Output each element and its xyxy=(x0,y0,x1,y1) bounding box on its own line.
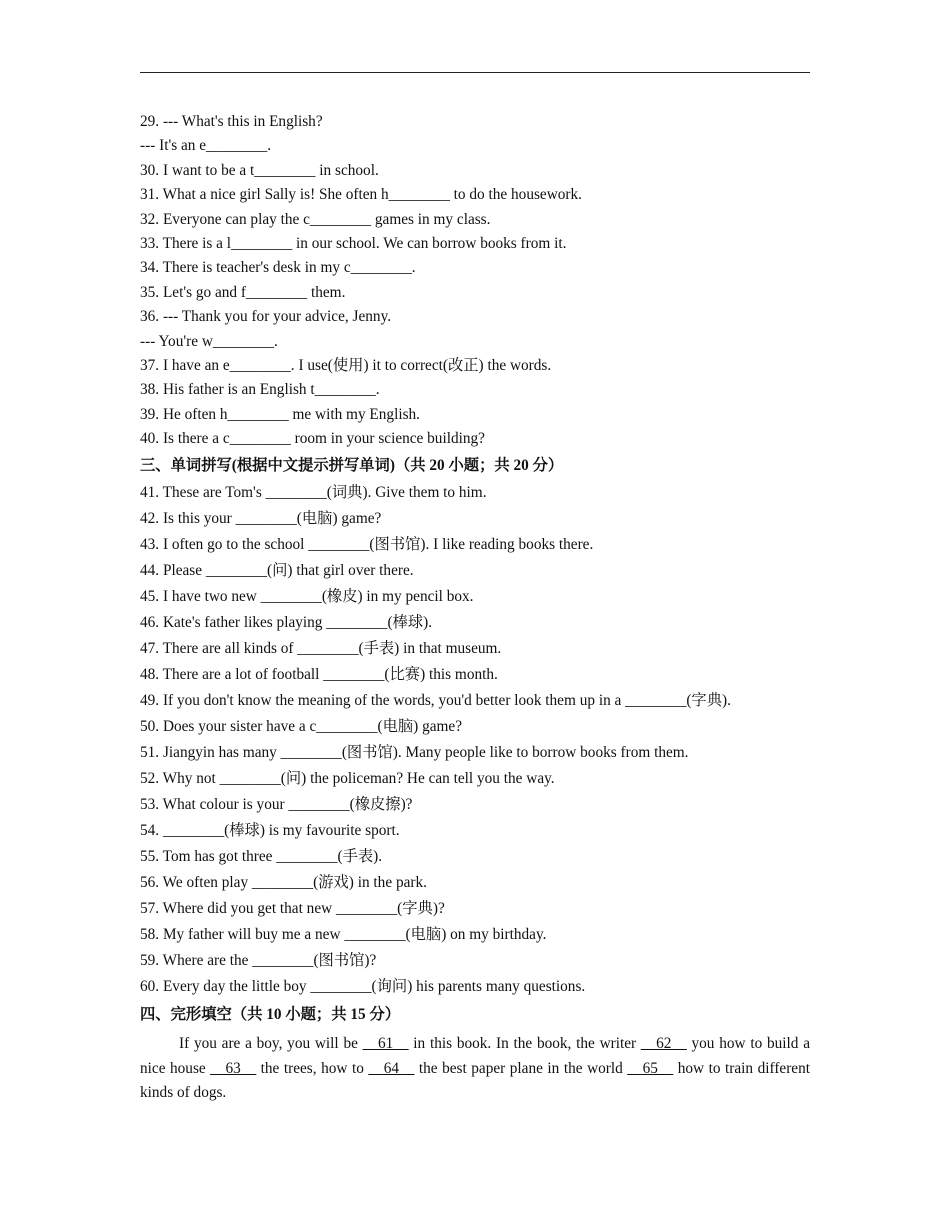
question-36-answer: --- You're w________. xyxy=(140,332,278,350)
question-38: 38. His father is an English t________. xyxy=(140,381,380,399)
question-51: 51. Jiangyin has many ________(图书馆). Many people like to borrow books from them. xyxy=(140,744,689,762)
question-31: 31. What a nice girl Sally is! She often h________ to do the housework. xyxy=(140,186,582,204)
question-47: 47. There are all kinds of ________(手表) in that museum. xyxy=(140,640,502,658)
passage-text-1: If you are a boy, you will be xyxy=(179,1035,363,1053)
header-rule xyxy=(140,72,810,73)
question-36: 36. --- Thank you for your advice, Jenny. xyxy=(140,308,392,326)
question-52: 52. Why not ________(问) the policeman? He can tell you the way. xyxy=(140,770,555,788)
section4-heading: 四、完形填空（共 10 小题；共 15 分） xyxy=(140,1006,401,1024)
passage-text-3: you how to build a nice house xyxy=(140,1035,810,1077)
blank-65: __65__ xyxy=(627,1059,674,1077)
question-55: 55. Tom has got three ________(手表). xyxy=(140,848,383,866)
question-60: 60. Every day the little boy ________(询问) his parents many questions. xyxy=(140,978,586,996)
question-34: 34. There is teacher's desk in my c________. xyxy=(140,259,416,277)
question-29: 29. --- What's this in English? xyxy=(140,113,323,130)
passage-text-2: in this book. In the book, the writer xyxy=(408,1035,641,1053)
question-53: 53. What colour is your ________(橡皮擦)? xyxy=(140,796,413,814)
blank-63: __63__ xyxy=(210,1059,257,1077)
question-42: 42. Is this your ________(电脑) game? xyxy=(140,510,382,528)
question-37: 37. I have an e________. I use(使用) it to correct(改正) the words. xyxy=(140,356,552,374)
exam-page xyxy=(140,110,810,1106)
passage-text-5: the best paper plane in the world xyxy=(414,1059,628,1077)
question-41: 41. These are Tom's ________(词典). Give them to him. xyxy=(140,484,487,502)
question-45: 45. I have two new ________(橡皮) in my pencil box. xyxy=(140,588,474,606)
question-29-answer: --- It's an e________. xyxy=(140,137,272,155)
question-33: 33. There is a l________ in our school. We can borrow books from it. xyxy=(140,234,567,252)
blank-64: __64__ xyxy=(368,1059,415,1077)
cloze-passage xyxy=(140,1032,810,1106)
question-44: 44. Please ________(问) that girl over there. xyxy=(140,562,414,580)
question-43: 43. I often go to the school ________(图书馆). I like reading books there. xyxy=(140,536,594,554)
question-32: 32. Everyone can play the c________ games in my class. xyxy=(140,210,491,228)
question-59: 59. Where are the ________(图书馆)? xyxy=(140,952,377,970)
section3-heading: 三、单词拼写(根据中文提示拼写单词)（共 20 小题；共 20 分） xyxy=(140,457,564,475)
section2-items xyxy=(140,110,810,451)
question-58: 58. My father will buy me a new ________(电脑) on my birthday. xyxy=(140,926,547,944)
blank-61: __61__ xyxy=(362,1035,409,1053)
question-56: 56. We often play ________(游戏) in the park. xyxy=(140,874,427,892)
question-35: 35. Let's go and f________ them. xyxy=(140,283,346,301)
question-48: 48. There are a lot of football ________(比赛) this month. xyxy=(140,666,498,684)
question-54: 54. ________(棒球) is my favourite sport. xyxy=(140,822,400,840)
blank-62: __62__ xyxy=(640,1035,687,1053)
passage-text-6: how to train different kinds of dogs. xyxy=(140,1059,810,1102)
question-40: 40. Is there a c________ room in your science building? xyxy=(140,430,485,448)
section3-items xyxy=(140,480,810,1000)
question-57: 57. Where did you get that new ________(字典)? xyxy=(140,900,445,918)
passage-text-4: the trees, how to xyxy=(256,1059,369,1077)
question-39: 39. He often h________ me with my English. xyxy=(140,405,420,423)
question-46: 46. Kate's father likes playing ________(棒球). xyxy=(140,614,433,632)
question-50: 50. Does your sister have a c________(电脑) game? xyxy=(140,718,462,736)
question-30: 30. I want to be a t________ in school. xyxy=(140,161,379,179)
question-49: 49. If you don't know the meaning of the words, you'd better look them up in a ________(字典). xyxy=(140,692,731,710)
